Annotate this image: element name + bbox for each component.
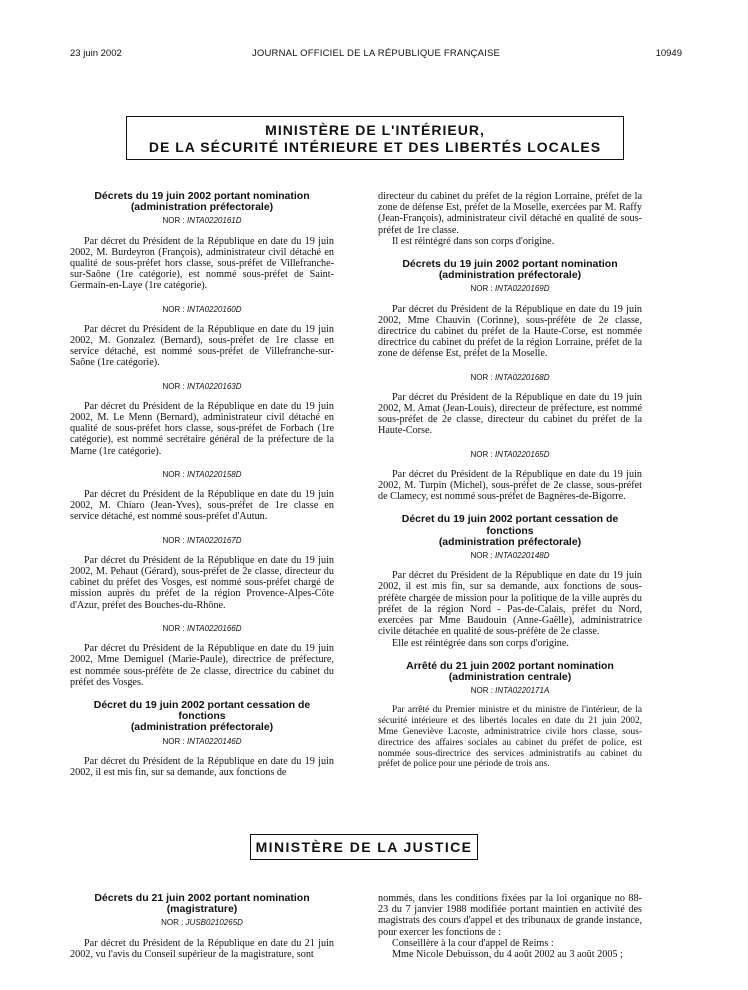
section-title: Décrets du 19 juin 2002 portant nomination: [402, 258, 618, 271]
section-subtitle: (administration préfectorale): [130, 721, 274, 734]
decree-paragraph: Elle est réintégrée dans son corps d'origine.: [392, 637, 569, 649]
ministry-justice-heading: [250, 834, 478, 860]
decree-paragraph: Par décret du Président de la République en date du 19 juin 2002, M. Turpin (Michel), sous-préfet de 2e classe, sous-préfet de Clamecy, est nommé sous-préfet de Bagnères-de-Bigorre.: [378, 468, 642, 503]
section-title: Arrêté du 21 juin 2002 portant nomination: [406, 659, 614, 672]
nor-reference: NOR : INTA0220161D: [162, 216, 242, 226]
nor-reference: NOR : INTA0220158D: [162, 469, 242, 479]
decree-paragraph: Par décret du Président de la République en date du 19 juin 2002, M. Chiaro (Jean-Yves), sous-préfet de 1re classe en service détaché, est nommé sous-préfet d'Autun.: [70, 489, 334, 523]
decree-paragraph: Par décret du Président de la République en date du 21 juin 2002, vu l'avis du Conseil supérieur de la magistrature, sont: [70, 937, 334, 960]
decree-paragraph: nommés, dans les conditions fixées par la loi organique no 88-23 du 7 janvier 1988 modifiée portant maintien en activité des magistrats des cours d'appel et des tribunaux de grande instance, pour exercer les fonctions de :: [378, 893, 642, 938]
section-title: Décret du 19 juin 2002 portant cessation de fonctions: [93, 698, 311, 723]
ministry-interior-heading: [126, 116, 624, 160]
decree-paragraph: Il est réintégré dans son corps d'origine.: [392, 235, 555, 247]
decree-paragraph: directeur du cabinet du préfet de la région Lorraine, préfet de la zone de défense Est, préfet de la Moselle, exercées par M. Raffy (Jean-François), administrateur civil détaché en qualité de sous-préfet de 1re classe.: [378, 191, 642, 236]
decree-paragraph: Par décret du Président de la République en date du 19 juin 2002, M. Amat (Jean-Louis), directeur de préfecture, est nommé sous-préfet de 2e classe, directeur du cabinet du préfet de la Haute-Corse.: [378, 391, 642, 437]
right-column: [378, 191, 642, 770]
decree-paragraph: Par décret du Président de la République en date du 19 juin 2002, il est mis fin, sur sa demande, aux fonctions de sous-préfète chargée de mission pour la politique de la ville auprès du préfet de la région Nord - Pas-de-Calais, préfet du Nord, exercées par Mme Baudouin (Anne-Gaëlle), administratrice civile détachée en qualité de sous-préfète de 2e classe.: [378, 570, 642, 638]
section-subtitle: (administration centrale): [448, 670, 572, 683]
decree-paragraph: Par décret du Président de la République en date du 19 juin 2002, M. Le Menn (Bernard), administrateur civil détaché en qualité de sous-préfet hors classe, sous-préfet de Forbach (1re catégorie), est nommé secrétaire général de la préfecture de la Marne (1re catégorie).: [70, 400, 334, 457]
section-subtitle: (administration préfectorale): [130, 201, 274, 214]
nor-reference: NOR : INTA0220163D: [162, 381, 242, 391]
nor-reference: NOR : INTA0220171A: [470, 686, 550, 696]
decree-paragraph: Par décret du Président de la République en date du 19 juin 2002, M. Burdeyron (François), administrateur civil détaché en qualité de sous-préfet hors classe, sous-préfet de Villefranche-sur-Saône (1re catégorie), est nommé sous-préfet de Saint-Germain-en-Laye (1re catégorie).: [70, 235, 334, 292]
nor-reference: NOR : INTA0220146D: [162, 736, 242, 746]
section-title: Décret du 19 juin 2002 portant cessation de fonctions: [401, 513, 619, 537]
section-subtitle: (magistrature): [166, 903, 238, 916]
decree-paragraph: Mme Nicole Debuisson, du 4 août 2002 au 3 août 2005 ;: [392, 949, 623, 961]
left-column: [70, 191, 334, 778]
nor-reference: NOR : INTA0220166D: [162, 623, 242, 633]
nor-reference: NOR : INTA0220165D: [470, 449, 550, 459]
decree-paragraph: Par décret du Président de la République en date du 19 juin 2002, Mme Chauvin (Corinne), sous-préfète de 2e classe, directrice du cabinet du préfet de la Haute-Corse, est nommée directrice du cabinet du préfet de la région Lorraine, préfet de la zone de défense Est, préfet de la Moselle.: [378, 303, 642, 360]
header-page-number: 10949: [655, 48, 682, 59]
ministry-interior-line1: MINISTÈRE DE L'INTÉRIEUR,: [265, 122, 485, 138]
nor-reference: NOR : INTA0220168D: [470, 372, 550, 382]
bottom-right-column: [378, 893, 642, 960]
nor-reference: NOR : JUSB0210265D: [161, 918, 243, 928]
header-journal: JOURNAL OFFICIEL DE LA RÉPUBLIQUE FRANÇAISE: [251, 48, 501, 59]
decree-paragraph: Par décret du Président de la République en date du 19 juin 2002, Mme Demiguel (Marie-Paule), directrice de préfecture, est nommée sous-préfète de 2e classe, directrice du cabinet du préfet des Vosges.: [70, 643, 334, 688]
ministry-interior-line2: DE LA SÉCURITÉ INTÉRIEURE ET DES LIBERTÉS LOCALES: [148, 139, 602, 155]
header-date: 23 juin 2002: [70, 48, 122, 59]
decree-paragraph: Par décret du Président de la République en date du 19 juin 2002, M. Gonzalez (Bernard), sous-préfet de 1re classe en service détaché, est nommé sous-préfet de Villefranche-sur-Saône (1re catégorie).: [70, 323, 334, 369]
decree-paragraph: Par décret du Président de la République en date du 19 juin 2002, M. Pehaut (Gérard), sous-préfet de 2e classe, directeur du cabinet du préfet des Vosges, est nommé sous-préfet chargé de mission auprès du préfet de la région Provence-Alpes-Côte d'Azur, préfet des Bouches-du-Rhône.: [70, 554, 334, 611]
section-subtitle: (administration préfectorale): [438, 269, 582, 282]
decree-paragraph: Par arrêté du Premier ministre et du ministre de l'intérieur, de la sécurité intérieure et des libertés locales en date du 21 juin 2002, Mme Geneviève Lacoste, administratrice civile hors classe, sous-directrice des affaires sociales au cabinet du préfet de police, est nommée sous-directrice des services administratifs au cabinet du préfet de police pour une période de trois ans.: [378, 705, 642, 770]
decree-paragraph: Conseillère à la cour d'appel de Reims :: [392, 937, 554, 949]
nor-reference: NOR : INTA0220167D: [162, 535, 242, 545]
section-subtitle: (administration préfectorale): [438, 535, 582, 548]
bottom-left-column: [70, 893, 334, 960]
nor-reference: NOR : INTA0220160D: [162, 304, 242, 314]
section-title: Décrets du 19 juin 2002 portant nomination: [94, 190, 310, 202]
nor-reference: NOR : INTA0220169D: [470, 284, 550, 294]
ministry-justice-line1: MINISTÈRE DE LA JUSTICE: [255, 839, 473, 855]
nor-reference: NOR : INTA0220148D: [470, 551, 550, 561]
decree-paragraph: Par décret du Président de la République en date du 19 juin 2002, il est mis fin, sur sa demande, aux fonctions de: [70, 755, 334, 778]
section-title: Décrets du 21 juin 2002 portant nomination: [94, 892, 310, 904]
